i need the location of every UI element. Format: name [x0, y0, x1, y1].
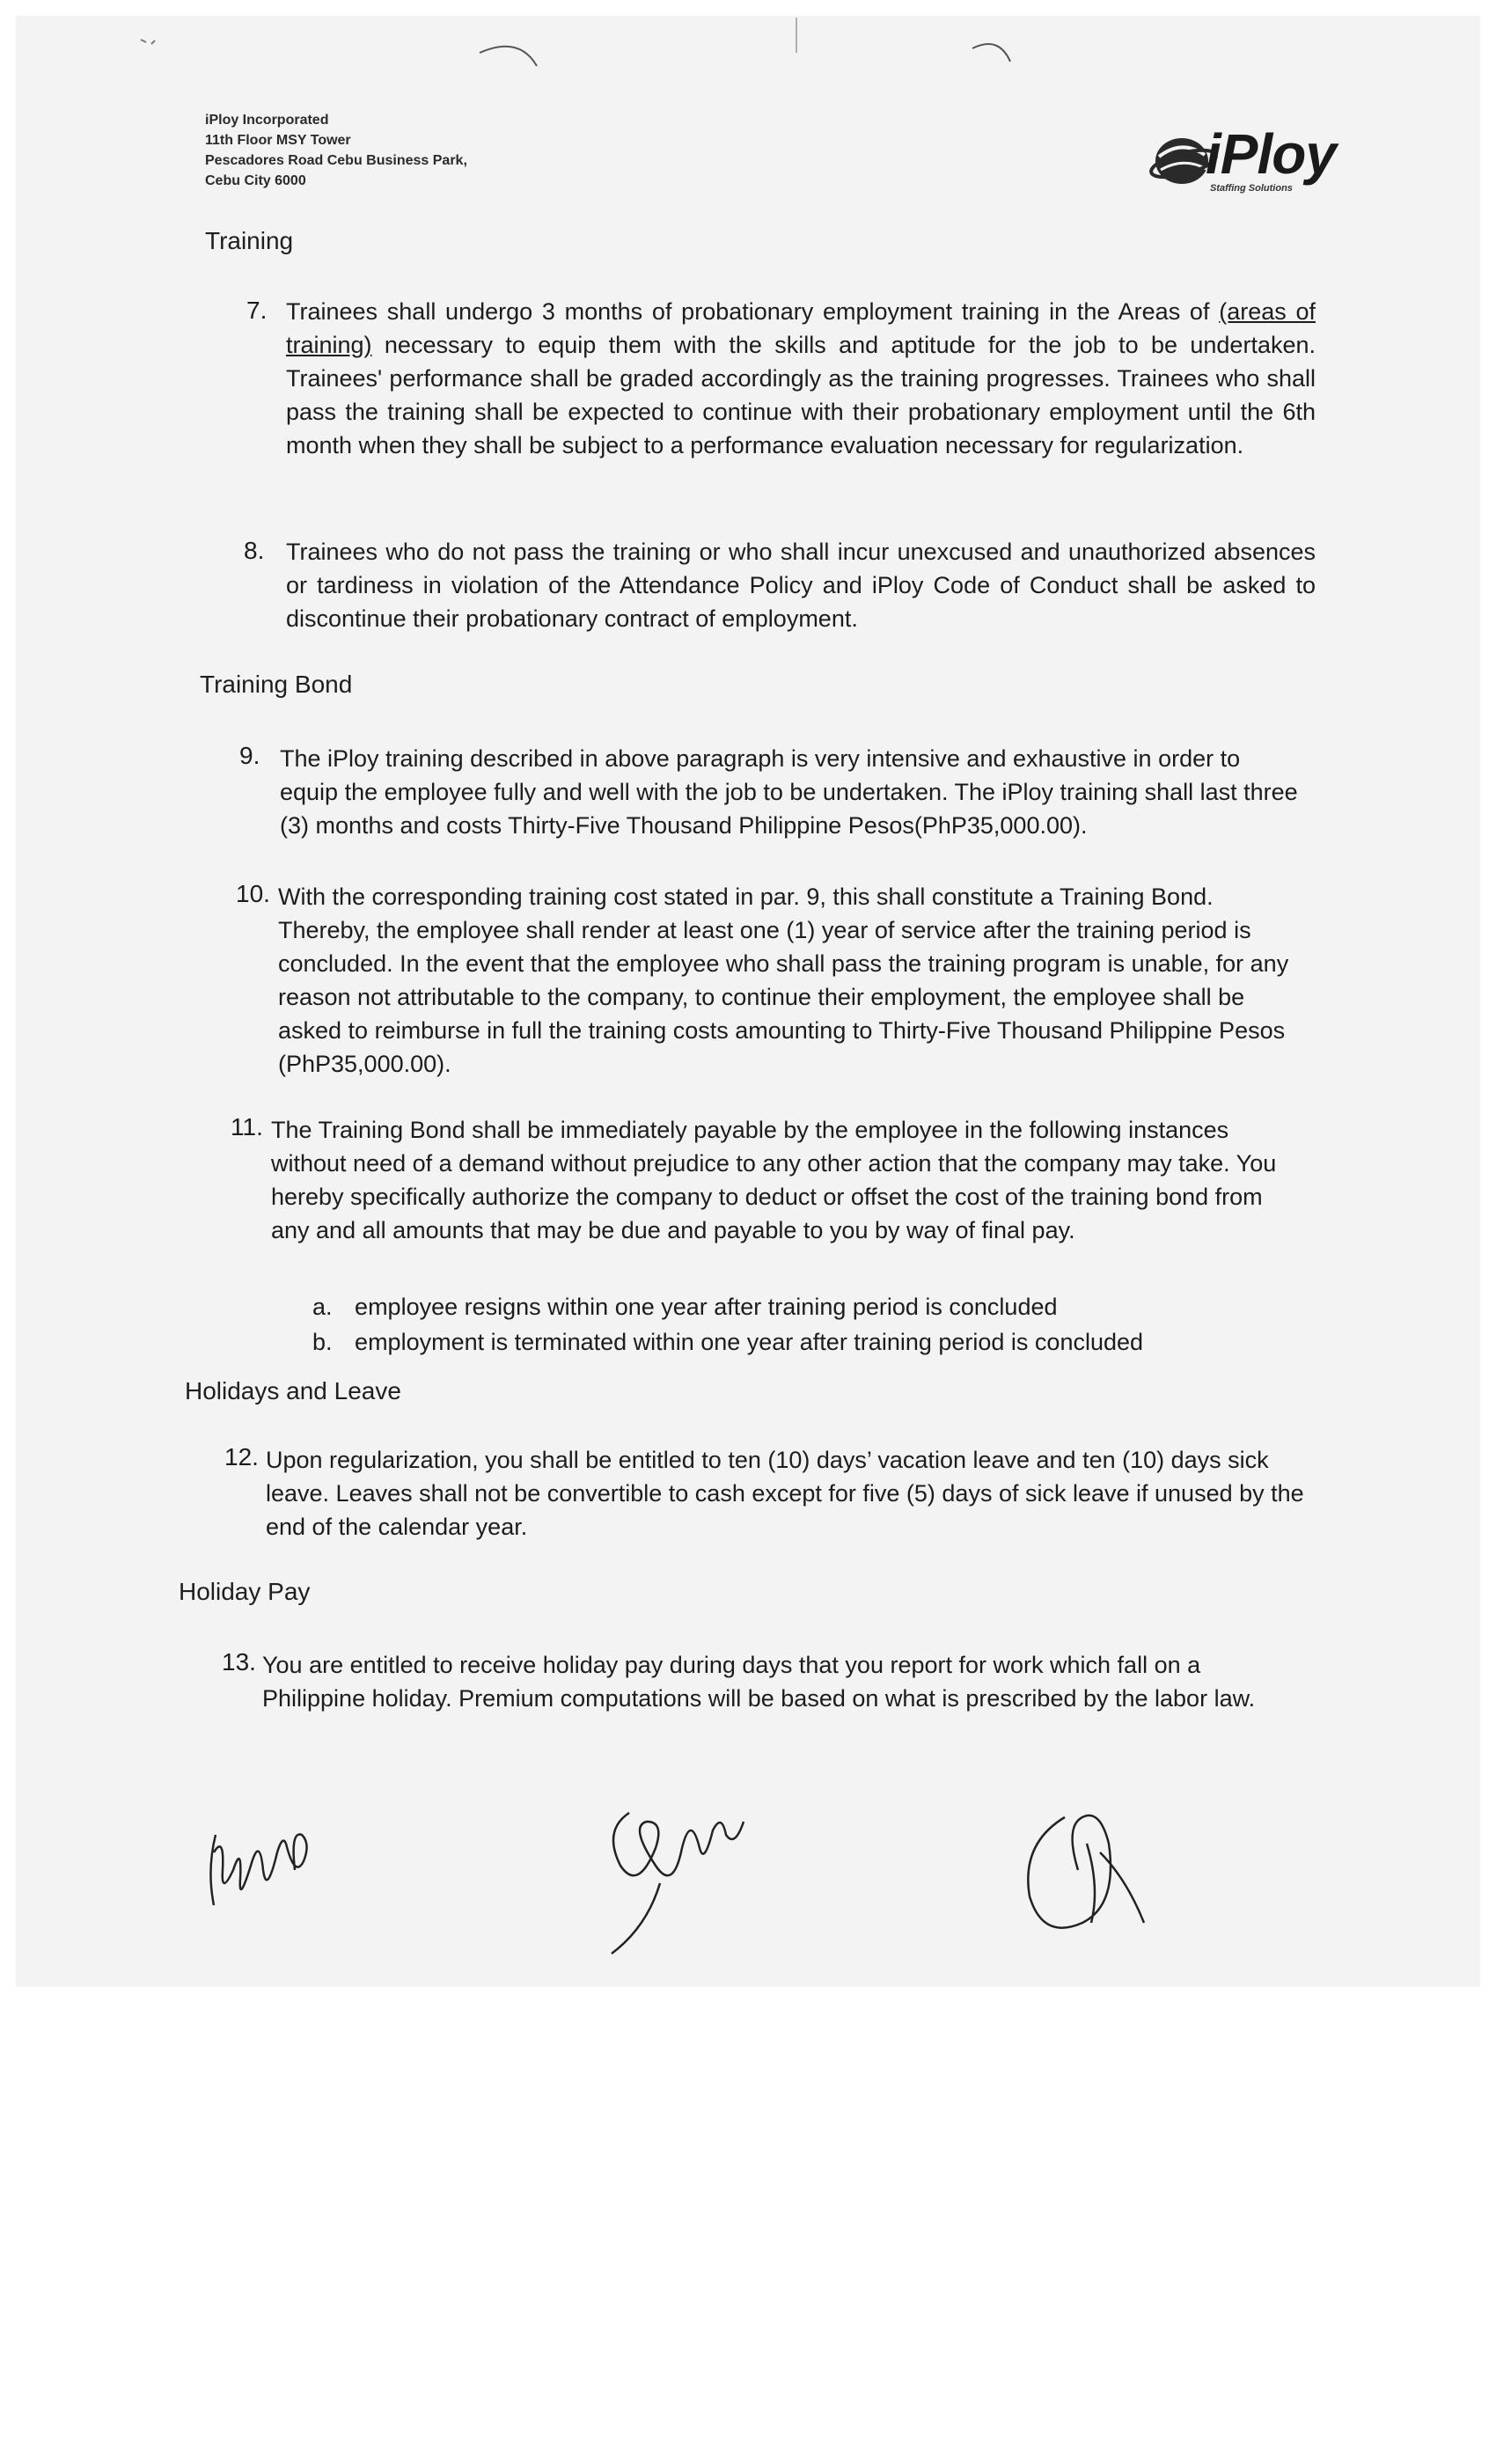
item-7-number: 7. [246, 297, 268, 324]
item-11-sub-b [312, 1324, 1143, 1360]
heading-training-bond: Training Bond [200, 671, 353, 698]
address-line-1: 11th Floor MSY Tower [205, 133, 351, 148]
logo-tagline: Staffing Solutions [1210, 183, 1293, 194]
item-11-text: The Training Bond shall be immediately payable by the employee in the following instances without need of a demand without prejudice to any other action that the company may take. You hereby specifically authorize the company to deduct or offset the cost of the training bond from any and all amounts that may be due and payable to you by way of final pay. [271, 1117, 1277, 1243]
item-8-text: Trainees who do not pass the training or who shall incur unexcused and unauthorized absences or tardiness in violation of the Attendance Policy and iPloy Code of Conduct shall be asked to discontinue their probationary contract of employment. [286, 539, 1316, 632]
heading-holidays-leave: Holidays and Leave [185, 1377, 401, 1404]
item-7-text-start: Trainees shall undergo 3 months of probationary employment training in the Areas of [286, 298, 1220, 325]
item-10-text: With the corresponding training cost stated in par. 9, this shall constitute a Training Bond. Thereby, the employee shall render at least one (1) year of service after the training period is concluded. In the event that the employee who shall pass the training program is unable, for any reason not attributable to the company, to continue their employment, the employee shall be asked to reimburse in full the training costs amounting to Thirty-Five Thousand Philippine Pesos (PhP35,000.00). [278, 884, 1289, 1077]
item-7-text [286, 295, 1316, 462]
address-line-3: Cebu City 6000 [205, 173, 306, 188]
address-line-2: Pescadores Road Cebu Business Park, [205, 153, 467, 168]
item-11-number: 11. [231, 1113, 263, 1140]
logo-wordmark: iPloy [1206, 122, 1336, 186]
iploy-logo [1131, 121, 1360, 209]
heading-holiday-pay: Holiday Pay [179, 1578, 311, 1605]
sub-b-label: b. [312, 1329, 333, 1355]
signature-3 [1003, 1791, 1162, 1949]
scan-artifact-top [0, 0, 1496, 106]
company-name: iPloy Incorporated [205, 113, 329, 128]
signature-2 [594, 1795, 770, 1962]
item-9-text: The iPloy training described in above paragraph is very intensive and exhaustive in order to equip the employee fully and well with the job to be undertaken. The iPloy training shall last three (3) months and costs Thirty-Five Thousand Philippine Pesos(PhP35,000.00). [280, 745, 1298, 839]
item-9-number: 9. [239, 742, 260, 769]
item-11-sub-a [312, 1289, 1058, 1324]
item-10-number: 10. [236, 880, 270, 907]
areas-of-training-placeholder: (areas of training) [286, 298, 1316, 358]
sub-b-text: employment is terminated within one year after training period is concluded [355, 1329, 1144, 1355]
item-7-text-end: necessary to equip them with the skills and aptitude for the job to be undertaken. Trainees' performance shall be graded accordingly as the training progresses. Trainees who shall pass the training shall be expected to continue with their probationary employment until the 6th month when they shall be subject to a performance evaluation necessary for regularization. [286, 332, 1316, 458]
item-12-text: Upon regularization, you shall be entitled to ten (10) days’ vacation leave and ten (10) days sick leave. Leaves shall not be convertible to cash except for five (5) days of sick leave if unused by the end of the calendar year. [266, 1447, 1304, 1540]
sub-a-label: a. [312, 1294, 333, 1320]
signature-1 [198, 1817, 339, 1923]
item-12-number: 12. [224, 1443, 259, 1470]
sub-a-text: employee resigns within one year after training period is concluded [355, 1294, 1058, 1320]
item-8-number: 8. [244, 537, 265, 564]
heading-training: Training [205, 227, 294, 254]
company-address [205, 110, 467, 191]
item-13-text: You are entitled to receive holiday pay during days that you report for work which fall on a Philippine holiday. Premium computations will be based on what is prescribed by the labor law. [262, 1652, 1256, 1712]
item-13-number: 13. [222, 1648, 256, 1676]
